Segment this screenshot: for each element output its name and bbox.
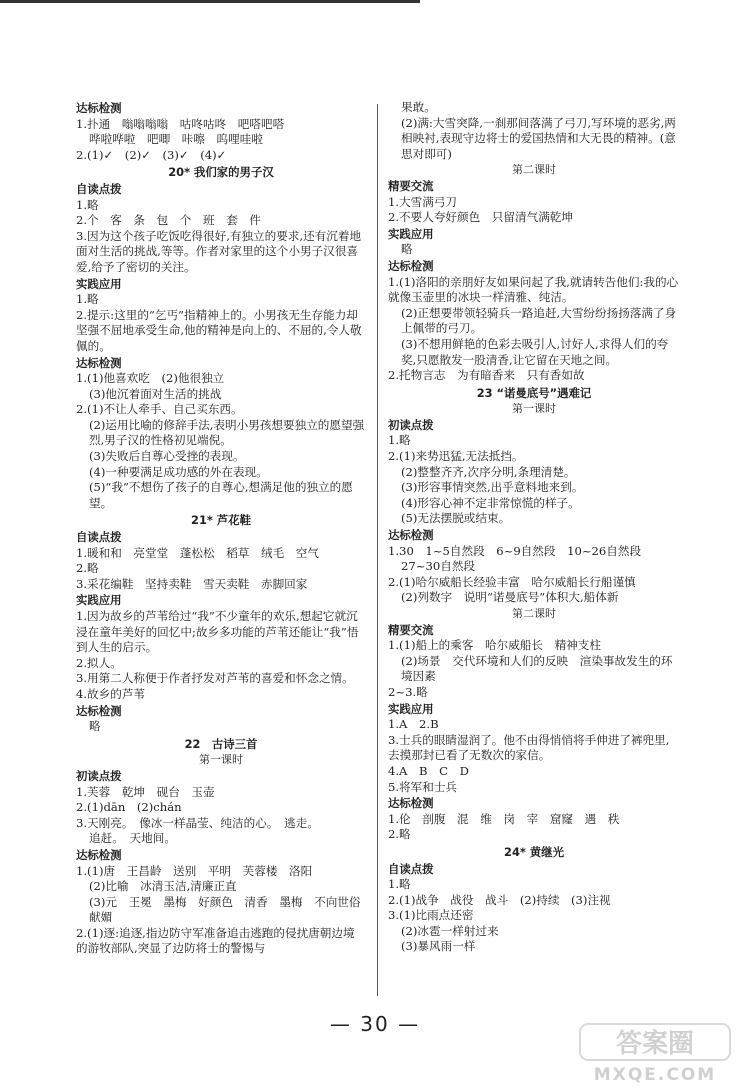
answer-line-indented: (2)整整齐齐,次序分明,条理清楚。 <box>401 464 576 479</box>
answer-line: 2.(1)战争 战役 战斗 (2)持续 (3)注视 <box>388 892 611 907</box>
section-heading: 自读点拨 <box>76 181 122 196</box>
lesson-title: 22 古诗三首 <box>184 736 258 751</box>
answer-line-indented: (2)场景 交代环境和人们的反映 渲染事故发生的环境因素 <box>401 653 673 684</box>
answer-line: 4.故乡的芦苇 <box>76 686 146 701</box>
answer-line: 1.暖和和 亮堂堂 蓬松松 稻草 绒毛 空气 <box>76 545 319 560</box>
answer-line-indented: (3)失败后自尊心受挫的表现。 <box>89 449 245 464</box>
answer-line-indented: (2)运用比喻的修辞手法,表明小男孩想要独立的愿望强烈,男子汉的性格初见端倪。 <box>89 417 365 448</box>
answer-line: 1.芙蓉 乾坤 砚台 玉壶 <box>76 784 215 799</box>
answer-line: 2.(1)✓ (2)✓ (3)✓ (4)✓ <box>76 147 227 162</box>
answer-line: 1.(1)洛阳的亲朋好友如果问起了我,就请转告他们:我的心就像玉壶里的冰块一样清雅、纯洁。 <box>388 274 679 305</box>
section-heading: 实践应用 <box>388 701 434 716</box>
section-heading: 达标检测 <box>76 355 122 370</box>
answer-line: 2.略 <box>76 561 99 576</box>
top-rule <box>0 0 420 3</box>
answer-line: 1.大雪满弓刀 <box>388 194 458 209</box>
answer-line-indented: (2)列数字 说明“诺曼底号”体积大,船体新 <box>401 590 619 605</box>
answer-line-indented: (3)不想用鲜艳的色彩去吸引人,讨好人,求得人们的夸奖,只愿散发一股清香,让它留在天地之间。 <box>401 336 669 367</box>
watermark-bottom-text: MXQE.COM <box>593 1065 717 1085</box>
section-heading: 达标检测 <box>76 101 122 115</box>
answer-line: 2.(1)不让人牵手、自己买东西。 <box>76 402 243 417</box>
answer-line: 2.拟人。 <box>76 655 122 670</box>
answer-line-indented: 哗啦哗啦 吧唧 咔嚓 呜哩哇啦 <box>89 132 263 147</box>
section-heading: 实践应用 <box>388 226 434 241</box>
watermark-logo <box>572 1020 742 1086</box>
section-heading: 达标检测 <box>76 847 122 862</box>
answer-line-indented: (2)冰雹一样射过来 <box>401 923 499 938</box>
section-heading: 自读点拨 <box>76 530 122 545</box>
answer-line-indented: (4)形容心神不定非常惊慌的样子。 <box>401 495 580 510</box>
lesson-title: 24* 黄继光 <box>504 844 564 859</box>
answer-line: 1.(1)唐 王昌龄 送别 平明 芙蓉楼 洛阳 <box>76 863 313 878</box>
answer-line: 2.个 客 条 包 个 班 套 件 <box>76 213 261 228</box>
section-heading: 达标检测 <box>388 796 434 811</box>
answer-line: 1.因为故乡的芦苇给过“我”不少童年的欢乐,想起它就沉浸在童年美好的回忆中;故乡多功能的芦苇还能让“我”悟到人生的启示。 <box>76 609 359 655</box>
lesson-subtitle: 第二课时 <box>512 607 556 620</box>
answer-line: 5.将军和士兵 <box>388 779 458 794</box>
section-heading: 达标检测 <box>388 528 434 543</box>
answer-line-indented: 27~30自然段 <box>401 559 476 574</box>
answer-line-indented: 略 <box>401 242 413 257</box>
answer-line: 2.(1)dān (2)chán <box>76 800 182 815</box>
answer-line-indented: 略 <box>89 719 101 734</box>
column-divider <box>377 104 378 996</box>
section-heading: 精要交流 <box>388 622 434 637</box>
section-heading: 初读点拨 <box>388 417 434 432</box>
answer-line: 1.略 <box>76 292 99 307</box>
section-heading: 实践应用 <box>76 593 122 608</box>
answer-line: 2.托物言志 为有暗香来 只有香如故 <box>388 368 585 383</box>
lesson-subtitle: 第一课时 <box>512 402 556 416</box>
answer-line-indented: (5)无法摆脱或结束。 <box>401 511 511 526</box>
section-heading: 达标检测 <box>388 258 434 273</box>
section-heading: 初读点拨 <box>76 768 122 783</box>
answer-line: 1.30 1~5自然段 6~9自然段 10~26自然段 <box>388 543 642 558</box>
answer-line: 2.不要人夸好颜色 只留清气满乾坤 <box>388 210 573 225</box>
answer-line-indented: (3)他沉着面对生活的挑战 <box>89 386 222 401</box>
left-column <box>76 100 366 957</box>
answer-line: 1.略 <box>388 877 411 892</box>
answer-line-indented: (4)一种要满足成功感的外在表现。 <box>89 464 268 479</box>
answer-line: 2.(1)来势迅猛,无法抵挡。 <box>388 449 524 464</box>
answer-line-indented: (2)正想要带领轻骑兵一路追赶,大雪纷纷扬扬落满了身上佩带的弓刀。 <box>401 305 677 336</box>
answer-line: 3.用第二人称便于作者抒发对芦苇的喜爱和怀念之情。 <box>76 671 354 686</box>
answer-line-indented: (3)形容事情突然,出乎意料地来到。 <box>401 480 584 495</box>
answer-line-indented: (2)满:大雪突降,一刹那间落满了弓刀,写环境的恶劣,两相映衬,表现守边将士的爱国热情和大无畏的精神。(意思对即可) <box>401 115 676 161</box>
answer-line-indented: 追赶。 天地间。 <box>89 831 176 846</box>
answer-line-indented: 果敢。 <box>401 100 436 114</box>
answer-line-indented: (3)暴风雨一样 <box>401 939 476 954</box>
right-column <box>388 100 680 955</box>
lesson-subtitle: 第二课时 <box>512 163 556 177</box>
answer-line: 3.天刚亮。 像冰一样晶莹、纯洁的心。 逃走。 <box>76 815 319 830</box>
lesson-title: 21* 芦花鞋 <box>191 513 251 528</box>
answer-line: 1.伦 剖腹 混 维 岗 宰 窟窿 遇 秩 <box>388 811 620 826</box>
lesson-title: 23 “诺曼底号”遇难记 <box>476 385 592 400</box>
answer-line-indented: (5)“我”不想伤了孩子的自尊心,想满足他的独立的愿望。 <box>89 480 353 510</box>
answer-line: 1.A 2.B <box>388 717 439 732</box>
answer-line: 3.采花编鞋 坚持卖鞋 雪天卖鞋 赤脚回家 <box>76 576 308 591</box>
answer-line: 3.士兵的眼睛湿润了。他不由得悄悄将手伸进了裤兜里,去摸那封已看了无数次的家信。 <box>388 732 670 763</box>
lesson-title: 20* 我们家的男子汉 <box>168 165 274 180</box>
answer-line: 2~3.略 <box>388 684 428 699</box>
answer-line-indented: (3)元 王冕 墨梅 好颜色 清香 墨梅 不向世俗献媚 <box>89 894 361 925</box>
section-heading: 实践应用 <box>76 276 122 291</box>
answer-line: 2.略 <box>388 827 411 842</box>
answer-line: 3.因为这个孩子吃饭吃得很好,有独立的要求,还有沉着地面对生活的挑战,等等。作者对家里的这个小男子汉很喜爱,给予了密切的关注。 <box>76 228 362 274</box>
section-heading: 自读点拨 <box>388 861 434 876</box>
answer-line: 3.(1)比雨点还密 <box>388 908 474 923</box>
lesson-subtitle: 第一课时 <box>199 753 243 767</box>
page-number: — 30 — <box>329 1012 421 1036</box>
section-heading: 达标检测 <box>76 703 122 718</box>
answer-line: 1.略 <box>76 197 99 212</box>
answer-line: 2.(1)逐:追逐,指边防守军准备追击逃跑的侵扰唐朝边境的游牧部队,突显了边防将士的警惕与 <box>76 925 355 956</box>
answer-line: 1.(1)他喜欢吃 (2)他很独立 <box>76 371 225 386</box>
section-heading: 精要交流 <box>388 178 434 193</box>
answer-line: 2.(1)哈尔威船长经验丰富 哈尔威船长行船谨慎 <box>388 574 636 589</box>
answer-line: 2.提示:这里的“乞丐”指精神上的。小男孩无生存能力却坚强不屈地承受生命,他的精神是向上的、不屈的,令人敬佩的。 <box>76 307 362 353</box>
answer-line: 4.A B C D <box>388 763 469 778</box>
answer-line: 1.扑通 嗡嗡嗡嗡 咕咚咕咚 吧嗒吧嗒 <box>76 116 285 131</box>
watermark-top-text: 答案圈 <box>615 1029 695 1059</box>
answer-line: 1.(1)船上的乘客 哈尔威船长 精神支柱 <box>388 638 601 653</box>
answer-line-indented: (2)比喻 冰清玉洁,清廉正直 <box>89 879 237 894</box>
answer-line: 1.略 <box>388 433 411 448</box>
